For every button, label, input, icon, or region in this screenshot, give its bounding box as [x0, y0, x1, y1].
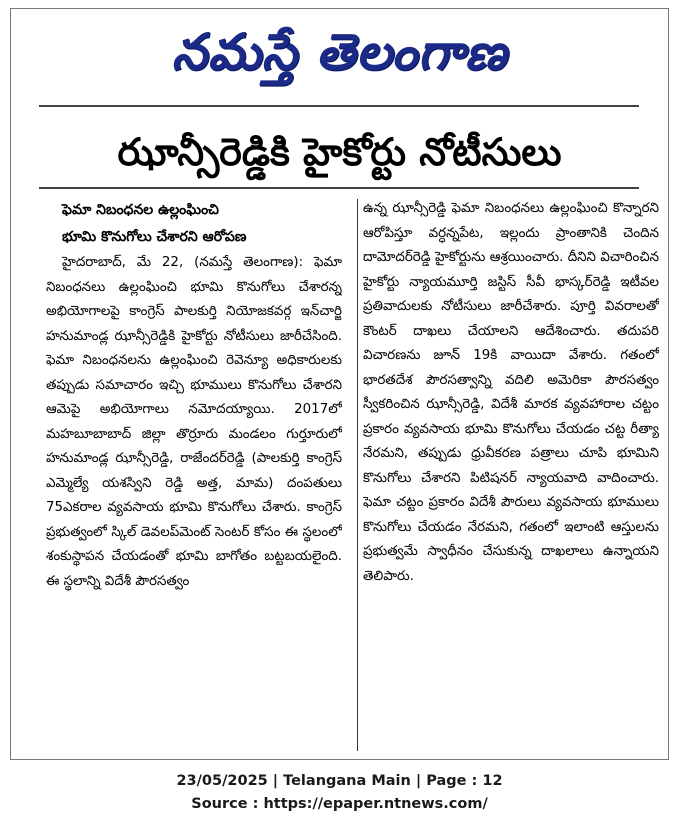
article-column-left [46, 197, 342, 753]
newspaper-clipping [10, 8, 669, 760]
article-headline: ఝాన్సీరెడ్డికి హైకోర్టు నోటీసులు [117, 130, 562, 174]
article-subhead-2: భూమి కొనుగోలు చేశారని ఆరోపణ [62, 229, 247, 245]
headline-divider [39, 187, 639, 189]
footer-source: Source : https://epaper.ntnews.com/ [191, 796, 488, 812]
article-subhead-1: ఫెమా నిబంధనల ఉల్లంఘించి [62, 202, 219, 218]
article-column-right [363, 197, 659, 753]
column-divider [357, 199, 358, 751]
masthead-title: నమస్తే తెలంగాణ [171, 23, 508, 81]
article-body-left: హైదరాబాద్, మే 22, (నమస్తే తెలంగాణ): ఫెమా నిబంధనలు ఉల్లంఘించి భూమి కొనుగోలు చేశారన్న అభియోగాలపై కాంగ్రెస్ పాలకుర్తి నియోజకవర్గ ఇన్‌చార్జి హనుమాండ్ల ఝాన్సీరెడ్డికి హైకోర్టు నోటీసులు జారీచేసింది. ఫెమా నిబంధనలను ఉల్లంఘించి రెవెన్యూ అధికారులకు తప్పుడు సమాచారం ఇచ్చి భూములు కొనుగోలు చేశారని ఆమెపై అభియోగాలు నమోదయ్యాయి. 2017లో మహబూబాబాద్ జిల్లా తొర్రూరు మండలం గుర్తూరులో హనుమాండ్ల ఝాన్సీరెడ్డి, రాజేందర్‌రెడ్డి (పాలకుర్తి కాంగ్రెస్ ఎమ్మెల్యే యశస్విని రెడ్డి అత్త, మామ) దంపతులు 75ఎకరాల వ్యవసాయ భూమి కొనుగోలు చేశారు. కాంగ్రెస్ ప్రభుత్వంలో స్కిల్ డెవలప్‌మెంట్ సెంటర్ కోసం ఈ స్థలంలో శంకుస్థాపన చేయడంతో భూమి బాగోతం బట్టబయలైంది. ఈ స్థలాన్ని విదేశీ పౌరసత్వం [46, 255, 342, 589]
footer-date-edition: 23/05/2025 | Telangana Main | Page : 12 [176, 773, 503, 789]
article-body-right: ఉన్న ఝాన్సీరెడ్డి ఫెమా నిబంధనలు ఉల్లంఘించి కొన్నారని ఆరోపిస్తూ వర్ధన్నపేట, ఇల్లందు ప్రాంతానికి చెందిన దామోదర్‌రెడ్డి హైకోర్టును ఆశ్రయించారు. దీనిని విచారించిన హైకోర్టు న్యాయమూర్తి జస్టిస్ సీవీ భాస్కర్‌రెడ్డి ఇటీవల ప్రతివాదులకు నోటీసులు జారీచేశారు. పూర్తి వివరాలతో కౌంటర్ దాఖలు చేయాలని ఆదేశించారు. తదుపరి విచారణను జూన్ 19కి వాయిదా వేశారు. గతంలో భారతదేశ పౌరసత్వాన్ని వదిలి అమెరికా పౌరసత్వం స్వీకరించిన ఝాన్సీరెడ్డి, విదేశీ మారక వ్యవహారాల చట్టం ప్రకారం వ్యవసాయ భూమి కొనుగోలు చేయడం చట్ట రీత్యా నేరమని, తప్పుడు ధ్రువీకరణ పత్రాలు చూపి భూమిని కొనుగోలు చేశారని పిటిషనర్ న్యాయవాది వాదించారు. ఫెమా చట్టం ప్రకారం విదేశీ పౌరులు వ్యవసాయ భూములు కొనుగోలు చేయడం నేరమని, గతంలో ఇలాంటి ఆస్తులను ప్రభుత్వమే స్వాధీనం చేసుకున్న దాఖలాలు ఉన్నాయని తెలిపారు. [363, 201, 659, 584]
masthead-divider [39, 105, 639, 107]
